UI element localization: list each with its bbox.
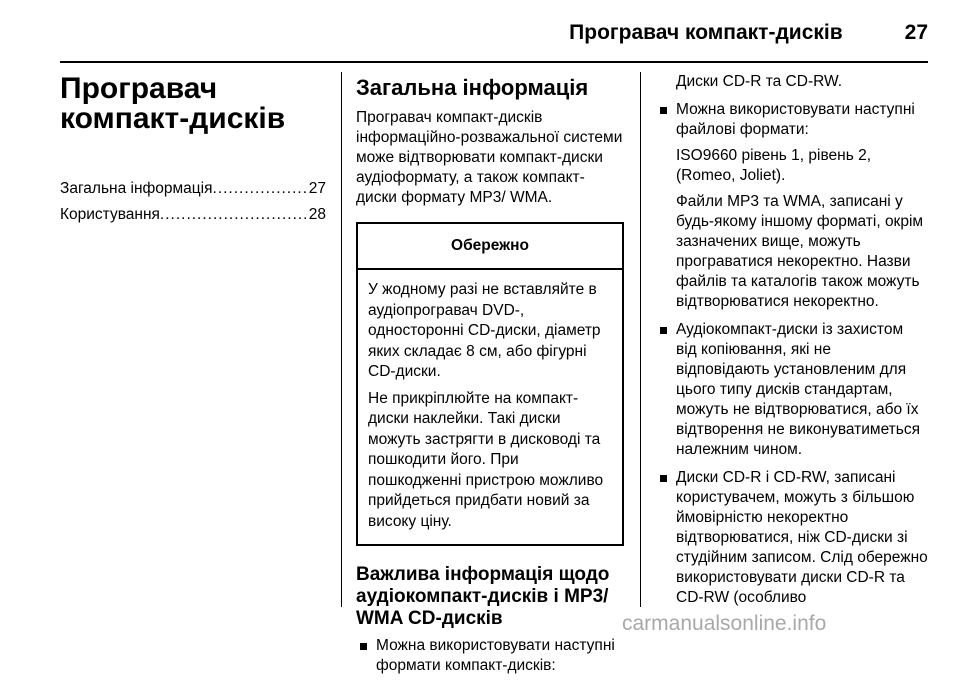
toc-entry-usage[interactable] [60, 204, 326, 226]
page-header [60, 14, 928, 52]
list-item [356, 636, 624, 676]
list-item-text: Аудіокомпакт-диски із захистом від копіювання, які не відповідають установленим для цього типу дисків стандартам, можуть не відтворюватися, або їх відтворення не виконуватиметься належним чином. [676, 321, 921, 458]
list-item-subparagraph: ISO9660 рівень 1, рівень 2, (Romeo, Joliet). [676, 147, 872, 184]
chapter-title: Програвач компакт-дисків [60, 72, 286, 135]
toc-leader-dots [213, 178, 309, 200]
list-item-subparagraph: Файли MP3 та WMA, записані у будь-якому іншому форматі, окрім зазначених вище, можуть програватися некоректно. Назви файлів та каталогів також можуть відтворюватися некоректно. [676, 193, 924, 310]
warning-title: Обережно [358, 224, 622, 270]
header-title: Програвач компакт-дисків [569, 21, 843, 44]
right-column [656, 72, 928, 616]
warning-paragraph: У жодному разі не вставляйте в аудіопрогравач DVD-, односторонні CD-диски, діаметр яких складає 8 см, або фігурні CD-диски. [368, 281, 601, 380]
bullet-list [656, 100, 928, 608]
bullet-icon [360, 643, 367, 650]
intro-paragraph: Програвач компакт-дисків інформаційно-розважальної системи може відтворювати компакт-диски аудіоформату, а також компакт-диски формату MP3/ WMA. [356, 109, 623, 206]
warning-box [356, 222, 624, 546]
warning-paragraph: Не прикріплюйте на компакт-диски наклейки. Такі диски можуть застрягти в дисководі та пошкодити його. При пошкодженні пристрою можливо прийдеться придбати новий за високу ціну. [368, 389, 604, 530]
list-item-text: Можна використовувати наступні формати компакт-дисків: [376, 637, 615, 674]
middle-column [356, 72, 624, 684]
left-column [60, 72, 326, 230]
list-item [656, 100, 928, 312]
watermark: carmanualsonline.info [622, 612, 827, 635]
column-divider-right [640, 72, 641, 607]
list-item [656, 320, 928, 460]
table-of-contents [60, 178, 326, 226]
list-item-text: Можна використовувати наступні файлові формати: [676, 101, 915, 138]
toc-leader-dots [160, 204, 309, 226]
column-divider-left [341, 72, 342, 607]
toc-page: 27 [308, 180, 326, 197]
list-item [656, 468, 928, 608]
bullet-icon [660, 327, 667, 334]
toc-entry-general-info[interactable] [60, 178, 326, 200]
bullet-icon [660, 107, 667, 114]
bullet-icon [660, 475, 667, 482]
header-divider [60, 61, 928, 63]
subsection-title: Важлива інформація щодо аудіокомпакт-дисків і MP3/ WMA CD-дисків [356, 564, 610, 629]
page-number: 27 [904, 21, 928, 44]
warning-body [358, 270, 622, 544]
section-title: Загальна інформація [356, 75, 589, 100]
bullet-list [356, 636, 624, 676]
continued-text: Диски CD-R та CD-RW. [676, 73, 843, 90]
toc-label: Користування [60, 206, 160, 223]
list-item-text: Диски CD-R і CD-RW, записані користувачем, можуть з більшою ймовірністю некоректно відтворюватися, ніж CD-диски зі студійним записом. Слід обережно використовувати диски CD-R та CD-RW (особливо [676, 469, 928, 606]
toc-label: Загальна інформація [60, 180, 213, 197]
toc-page: 28 [308, 206, 326, 223]
